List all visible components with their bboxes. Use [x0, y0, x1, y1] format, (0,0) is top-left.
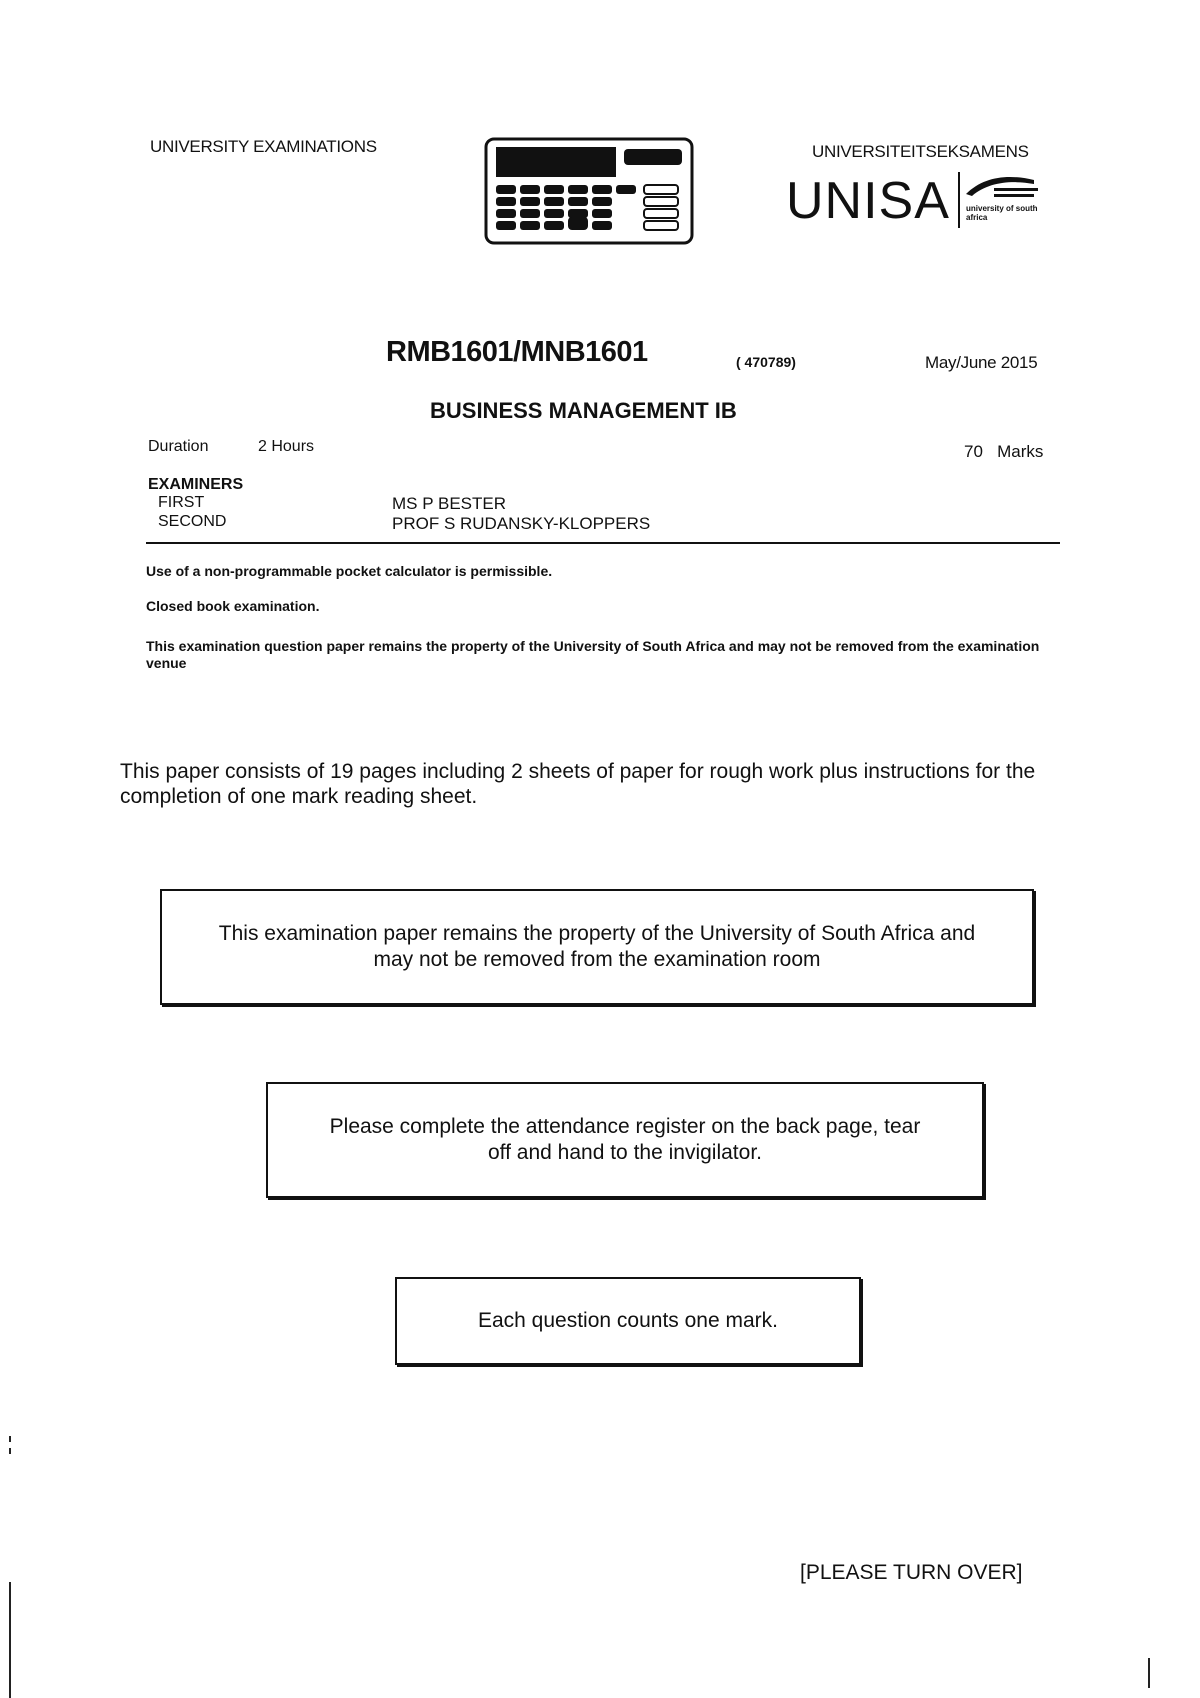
turn-over-note: [PLEASE TURN OVER] [800, 1561, 1023, 1584]
total-marks: 70 Marks [964, 442, 1044, 461]
attendance-notice-box [266, 1082, 984, 1198]
question-paper-id: ( 470789) [736, 354, 796, 370]
scan-mark [1148, 1658, 1150, 1688]
property-notice-box [160, 889, 1034, 1005]
marks-notice-text: Each question counts one mark. [477, 1309, 778, 1332]
second-examiner-label: SECOND [158, 513, 227, 530]
first-examiner-label: FIRST [158, 494, 205, 511]
first-examiner-name: MS P BESTER [392, 494, 506, 513]
marks-notice-box [395, 1277, 861, 1365]
scan-mark [9, 1582, 11, 1698]
unisa-logo: UNISA [786, 172, 950, 230]
scan-mark [9, 1448, 11, 1454]
property-note: This examination question paper remains the property of the University of South Africa and may not be removed from the examination venue [146, 638, 1040, 671]
second-examiner-name: PROF S RUDANSKY-KLOPPERS [392, 514, 651, 533]
duration-value: 2 Hours [258, 438, 315, 455]
subject-title: BUSINESS MANAGEMENT IB [430, 398, 737, 423]
scan-mark [9, 1436, 11, 1442]
duration-label: Duration [148, 438, 209, 455]
unisa-tagline: university of south africa [966, 204, 1038, 222]
header-right-text: UNIVERSITEITSEKSAMENS [812, 142, 1029, 161]
calculator-icon [484, 137, 694, 245]
closed-book-note: Closed book examination. [146, 598, 320, 614]
paper-intro: This paper consists of 19 pages including 2 sheets of paper for rough work plus instructions for the completion of one mark reading sheet. [120, 760, 1036, 808]
header-divider [146, 542, 1060, 544]
property-notice-text: This examination paper remains the property of the University of South Africa and may not be removed from the examination room [218, 922, 976, 971]
unisa-emblem-icon [958, 170, 1040, 230]
header-left-text: UNIVERSITY EXAMINATIONS [150, 137, 377, 156]
examiners-heading: EXAMINERS [148, 476, 244, 493]
calculator-note: Use of a non-programmable pocket calculator is permissible. [146, 563, 553, 579]
course-codes: RMB1601/MNB1601 [386, 336, 648, 368]
exam-session: May/June 2015 [925, 353, 1038, 372]
attendance-notice-text: Please complete the attendance register on the back page, tear off and hand to the invigilator. [329, 1115, 921, 1164]
